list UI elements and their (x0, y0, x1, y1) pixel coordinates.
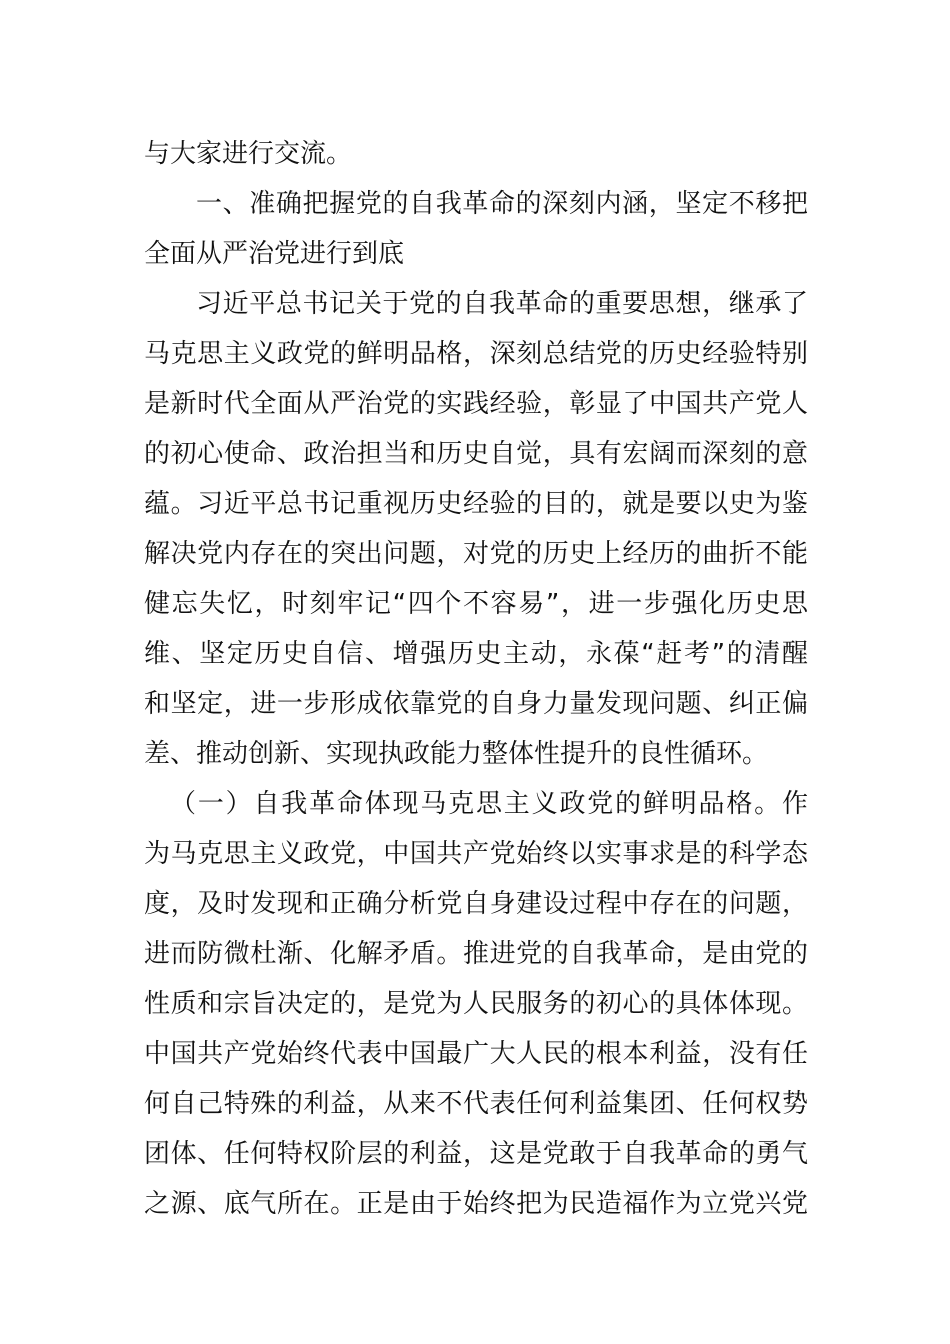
paragraph-line: 和坚定，进一步形成依靠党的自身力量发现问题、纠正偏 (144, 689, 808, 719)
paragraph-line: 马克思主义政党的鲜明品格，深刻总结党的历史经验特别 (144, 339, 808, 369)
paragraph-line: 蕴。习近平总书记重视历史经验的目的，就是要以史为鉴 (144, 489, 808, 519)
section-heading-line: 一、准确把握党的自我革命的深刻内涵，坚定不移把 (196, 189, 808, 219)
paragraph-line: 团体、任何特权阶层的利益，这是党敢于自我革命的勇气 (144, 1139, 808, 1169)
paragraph-line: 中国共产党始终代表中国最广大人民的根本利益，没有任 (144, 1039, 808, 1069)
body-text (144, 129, 808, 1229)
paragraph-line: 度，及时发现和正确分析党自身建设过程中存在的问题， (144, 889, 808, 919)
text-line: 与大家进行交流。 (144, 139, 353, 169)
paragraph-line: 为马克思主义政党，中国共产党始终以实事求是的科学态 (144, 839, 808, 869)
paragraph-line: 进而防微杜渐、化解矛盾。推进党的自我革命，是由党的 (144, 939, 808, 969)
paragraph-line: 何自己特殊的利益，从来不代表任何利益集团、任何权势 (144, 1089, 808, 1119)
paragraph-line: 的初心使命、政治担当和历史自觉，具有宏阔而深刻的意 (144, 439, 808, 469)
subsection-heading-line: （一）自我革命体现马克思主义政党的鲜明品格。作 (170, 789, 808, 819)
paragraph-line: 维、坚定历史自信、增强历史主动，永葆“赶考”的清醒 (144, 639, 808, 669)
section-heading-line: 全面从严治党进行到底 (144, 239, 405, 269)
paragraph-line: 差、推动创新、实现执政能力整体性提升的良性循环。 (144, 739, 769, 769)
paragraph-line: 之源、底气所在。正是由于始终把为民造福作为立党兴党 (144, 1189, 808, 1219)
paragraph-line: 健忘失忆，时刻牢记“四个不容易”，进一步强化历史思 (144, 589, 808, 619)
paragraph-line: 是新时代全面从严治党的实践经验，彰显了中国共产党人 (144, 389, 808, 419)
paragraph-line: 性质和宗旨决定的，是党为人民服务的初心的具体体现。 (144, 989, 808, 1019)
paragraph-line: 习近平总书记关于党的自我革命的重要思想，继承了 (196, 289, 808, 319)
paragraph-line: 解决党内存在的突出问题，对党的历史上经历的曲折不能 (144, 539, 808, 569)
